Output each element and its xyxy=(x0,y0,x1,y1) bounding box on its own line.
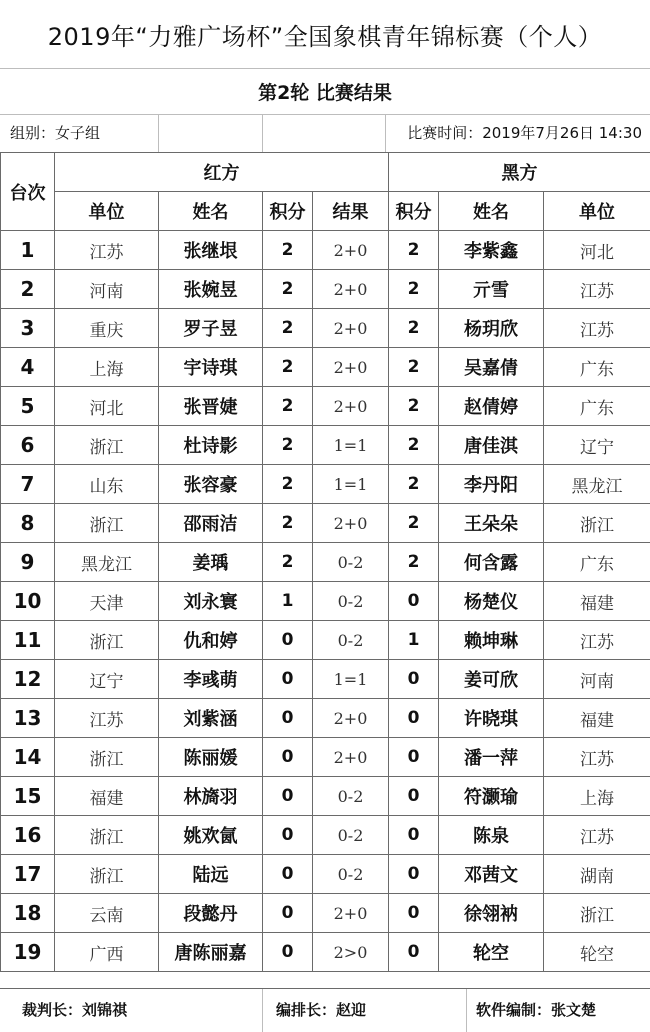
table-row xyxy=(1,855,650,894)
info-divider xyxy=(158,114,159,152)
result-cell: 2+0 xyxy=(313,348,389,387)
black-unit-cell: 福建 xyxy=(544,582,650,621)
table-no-cell: 3 xyxy=(1,309,55,348)
red-score-cell: 0 xyxy=(263,660,313,699)
red-score-cell: 0 xyxy=(263,816,313,855)
red-name-cell: 张晋婕 xyxy=(159,387,263,426)
result-cell: 2+0 xyxy=(313,309,389,348)
table-row xyxy=(1,621,650,660)
red-score-cell: 0 xyxy=(263,933,313,972)
table-no-cell: 8 xyxy=(1,504,55,543)
red-score-cell: 1 xyxy=(263,582,313,621)
result-header: 结果 xyxy=(313,192,389,231)
result-cell: 1=1 xyxy=(313,426,389,465)
black-score-cell: 2 xyxy=(389,348,439,387)
black-score-cell: 2 xyxy=(389,504,439,543)
black-name-cell: 许晓琪 xyxy=(439,699,544,738)
red-score-cell: 2 xyxy=(263,231,313,270)
group-label: 组别：女子组 xyxy=(10,114,100,152)
table-no-cell: 1 xyxy=(1,231,55,270)
table-row xyxy=(1,309,650,348)
table-no-cell: 10 xyxy=(1,582,55,621)
table-no-cell: 15 xyxy=(1,777,55,816)
black-score-cell: 2 xyxy=(389,270,439,309)
black-score-cell: 0 xyxy=(389,738,439,777)
result-cell: 0-2 xyxy=(313,582,389,621)
red-unit-cell: 福建 xyxy=(55,777,159,816)
red-name-cell: 唐陈丽嘉 xyxy=(159,933,263,972)
red-unit-cell: 浙江 xyxy=(55,816,159,855)
black-unit-cell: 江苏 xyxy=(544,816,650,855)
table-no-cell: 5 xyxy=(1,387,55,426)
red-name-cell: 杜诗影 xyxy=(159,426,263,465)
result-cell: 2+0 xyxy=(313,894,389,933)
red-score-cell: 0 xyxy=(263,777,313,816)
red-name-cell: 张继垠 xyxy=(159,231,263,270)
black-name-cell: 吴嘉倩 xyxy=(439,348,544,387)
table-no-cell: 16 xyxy=(1,816,55,855)
black-score-cell: 0 xyxy=(389,855,439,894)
red-name-cell: 段懿丹 xyxy=(159,894,263,933)
red-score-cell: 0 xyxy=(263,855,313,894)
black-unit-cell: 广东 xyxy=(544,348,650,387)
red-unit-cell: 浙江 xyxy=(55,738,159,777)
black-name-cell: 邓茜文 xyxy=(439,855,544,894)
red-name-cell: 邵雨洁 xyxy=(159,504,263,543)
table-no-cell: 9 xyxy=(1,543,55,582)
black-name-header: 姓名 xyxy=(439,192,544,231)
red-unit-cell: 广西 xyxy=(55,933,159,972)
table-row xyxy=(1,231,650,270)
table-no-header: 台次 xyxy=(1,153,55,231)
table-row xyxy=(1,348,650,387)
red-name-cell: 宇诗琪 xyxy=(159,348,263,387)
red-unit-cell: 江苏 xyxy=(55,699,159,738)
black-unit-cell: 上海 xyxy=(544,777,650,816)
round-title xyxy=(0,68,650,115)
round-title-text: 第2轮 比赛结果 xyxy=(258,78,392,105)
black-name-cell: 潘一萍 xyxy=(439,738,544,777)
black-score-cell: 2 xyxy=(389,309,439,348)
black-unit-cell: 江苏 xyxy=(544,270,650,309)
red-name-cell: 陈丽媛 xyxy=(159,738,263,777)
table-row xyxy=(1,660,650,699)
result-cell: 1=1 xyxy=(313,465,389,504)
red-name-cell: 张婉昱 xyxy=(159,270,263,309)
chief-referee: 裁判长：刘锦祺 xyxy=(22,989,127,1032)
table-no-cell: 18 xyxy=(1,894,55,933)
table-no-cell: 11 xyxy=(1,621,55,660)
table-subheader-row xyxy=(1,192,650,231)
result-cell: 2+0 xyxy=(313,387,389,426)
red-name-cell: 刘永寰 xyxy=(159,582,263,621)
result-cell: 2+0 xyxy=(313,231,389,270)
black-name-cell: 杨楚仪 xyxy=(439,582,544,621)
black-unit-cell: 江苏 xyxy=(544,621,650,660)
result-cell: 0-2 xyxy=(313,543,389,582)
match-time: 比赛时间：2019年7月26日 14:30 xyxy=(407,114,642,152)
black-unit-cell: 江苏 xyxy=(544,309,650,348)
black-name-cell: 杨玥欣 xyxy=(439,309,544,348)
table-row xyxy=(1,816,650,855)
black-score-cell: 2 xyxy=(389,426,439,465)
result-cell: 2+0 xyxy=(313,504,389,543)
info-bar xyxy=(0,114,650,153)
black-unit-cell: 浙江 xyxy=(544,504,650,543)
black-name-cell: 王朵朵 xyxy=(439,504,544,543)
table-no-cell: 2 xyxy=(1,270,55,309)
table-no-cell: 6 xyxy=(1,426,55,465)
red-name-cell: 仇和婷 xyxy=(159,621,263,660)
red-unit-cell: 辽宁 xyxy=(55,660,159,699)
red-name-cell: 陆远 xyxy=(159,855,263,894)
table-row xyxy=(1,933,650,972)
red-unit-cell: 浙江 xyxy=(55,621,159,660)
black-name-cell: 李丹阳 xyxy=(439,465,544,504)
red-score-cell: 2 xyxy=(263,387,313,426)
black-score-cell: 0 xyxy=(389,660,439,699)
black-score-header: 积分 xyxy=(389,192,439,231)
red-score-cell: 2 xyxy=(263,309,313,348)
result-cell: 2+0 xyxy=(313,699,389,738)
table-row xyxy=(1,894,650,933)
black-score-cell: 0 xyxy=(389,582,439,621)
black-unit-cell: 辽宁 xyxy=(544,426,650,465)
info-divider xyxy=(385,114,386,152)
table-row xyxy=(1,270,650,309)
page-title xyxy=(0,0,650,69)
software-author: 软件编制：张文楚 xyxy=(476,989,596,1032)
red-score-header: 积分 xyxy=(263,192,313,231)
red-unit-cell: 黑龙江 xyxy=(55,543,159,582)
result-cell: 1=1 xyxy=(313,660,389,699)
red-name-cell: 李彧萌 xyxy=(159,660,263,699)
red-unit-cell: 上海 xyxy=(55,348,159,387)
table-row xyxy=(1,387,650,426)
red-unit-cell: 浙江 xyxy=(55,426,159,465)
info-divider xyxy=(262,114,263,152)
black-score-cell: 0 xyxy=(389,933,439,972)
red-score-cell: 2 xyxy=(263,270,313,309)
black-name-cell: 赖坤琳 xyxy=(439,621,544,660)
black-name-cell: 陈泉 xyxy=(439,816,544,855)
black-score-cell: 0 xyxy=(389,699,439,738)
table-row xyxy=(1,465,650,504)
red-score-cell: 0 xyxy=(263,621,313,660)
black-unit-cell: 河北 xyxy=(544,231,650,270)
result-cell: 2+0 xyxy=(313,738,389,777)
red-unit-cell: 河北 xyxy=(55,387,159,426)
red-score-cell: 0 xyxy=(263,738,313,777)
red-name-cell: 姚欢氤 xyxy=(159,816,263,855)
table-row xyxy=(1,543,650,582)
result-cell: 2+0 xyxy=(313,270,389,309)
result-cell: 0-2 xyxy=(313,777,389,816)
table-row xyxy=(1,504,650,543)
red-name-cell: 姜瑀 xyxy=(159,543,263,582)
red-unit-cell: 浙江 xyxy=(55,504,159,543)
table-row xyxy=(1,582,650,621)
black-name-cell: 轮空 xyxy=(439,933,544,972)
red-name-cell: 张容豪 xyxy=(159,465,263,504)
red-unit-cell: 山东 xyxy=(55,465,159,504)
red-unit-cell: 江苏 xyxy=(55,231,159,270)
black-name-cell: 唐佳淇 xyxy=(439,426,544,465)
red-side-header: 红方 xyxy=(55,153,389,192)
table-no-cell: 19 xyxy=(1,933,55,972)
table-row xyxy=(1,699,650,738)
black-score-cell: 2 xyxy=(389,387,439,426)
black-unit-cell: 浙江 xyxy=(544,894,650,933)
red-score-cell: 0 xyxy=(263,894,313,933)
table-no-cell: 14 xyxy=(1,738,55,777)
page-title-text: 2019年“力雅广场杯”全国象棋青年锦标赛（个人） xyxy=(48,17,602,52)
black-score-cell: 2 xyxy=(389,543,439,582)
red-unit-header: 单位 xyxy=(55,192,159,231)
table-row xyxy=(1,738,650,777)
black-name-cell: 姜可欣 xyxy=(439,660,544,699)
red-name-cell: 刘紫涵 xyxy=(159,699,263,738)
red-score-cell: 2 xyxy=(263,504,313,543)
black-unit-cell: 湖南 xyxy=(544,855,650,894)
red-score-cell: 2 xyxy=(263,543,313,582)
black-unit-cell: 河南 xyxy=(544,660,650,699)
table-no-cell: 12 xyxy=(1,660,55,699)
black-score-cell: 2 xyxy=(389,231,439,270)
red-name-cell: 林旖羽 xyxy=(159,777,263,816)
table-row xyxy=(1,777,650,816)
table-no-cell: 13 xyxy=(1,699,55,738)
red-unit-cell: 云南 xyxy=(55,894,159,933)
black-score-cell: 2 xyxy=(389,465,439,504)
black-name-cell: 李紫鑫 xyxy=(439,231,544,270)
black-name-cell: 徐翎衲 xyxy=(439,894,544,933)
table-header-row xyxy=(1,153,650,192)
black-unit-cell: 广东 xyxy=(544,543,650,582)
black-name-cell: 亓雪 xyxy=(439,270,544,309)
red-score-cell: 2 xyxy=(263,348,313,387)
results-body xyxy=(1,231,650,972)
black-name-cell: 符灏瑜 xyxy=(439,777,544,816)
result-cell: 0-2 xyxy=(313,621,389,660)
red-unit-cell: 重庆 xyxy=(55,309,159,348)
black-score-cell: 0 xyxy=(389,777,439,816)
scheduler: 编排长：赵迎 xyxy=(276,989,366,1032)
black-name-cell: 何含露 xyxy=(439,543,544,582)
result-cell: 0-2 xyxy=(313,816,389,855)
black-score-cell: 0 xyxy=(389,816,439,855)
red-unit-cell: 河南 xyxy=(55,270,159,309)
black-side-header: 黑方 xyxy=(389,153,650,192)
red-score-cell: 0 xyxy=(263,699,313,738)
black-score-cell: 0 xyxy=(389,894,439,933)
table-no-cell: 4 xyxy=(1,348,55,387)
red-name-header: 姓名 xyxy=(159,192,263,231)
footer-divider xyxy=(466,989,467,1032)
black-unit-cell: 福建 xyxy=(544,699,650,738)
black-name-cell: 赵倩婷 xyxy=(439,387,544,426)
black-score-cell: 1 xyxy=(389,621,439,660)
result-cell: 0-2 xyxy=(313,855,389,894)
table-no-cell: 7 xyxy=(1,465,55,504)
black-unit-cell: 广东 xyxy=(544,387,650,426)
black-unit-cell: 江苏 xyxy=(544,738,650,777)
footer-divider xyxy=(262,989,263,1032)
table-row xyxy=(1,426,650,465)
black-unit-cell: 黑龙江 xyxy=(544,465,650,504)
red-unit-cell: 浙江 xyxy=(55,855,159,894)
table-no-cell: 17 xyxy=(1,855,55,894)
result-cell: 2>0 xyxy=(313,933,389,972)
red-score-cell: 2 xyxy=(263,465,313,504)
red-score-cell: 2 xyxy=(263,426,313,465)
results-table xyxy=(0,152,650,972)
red-name-cell: 罗子昱 xyxy=(159,309,263,348)
black-unit-cell: 轮空 xyxy=(544,933,650,972)
red-unit-cell: 天津 xyxy=(55,582,159,621)
footer xyxy=(0,988,650,1032)
black-unit-header: 单位 xyxy=(544,192,650,231)
